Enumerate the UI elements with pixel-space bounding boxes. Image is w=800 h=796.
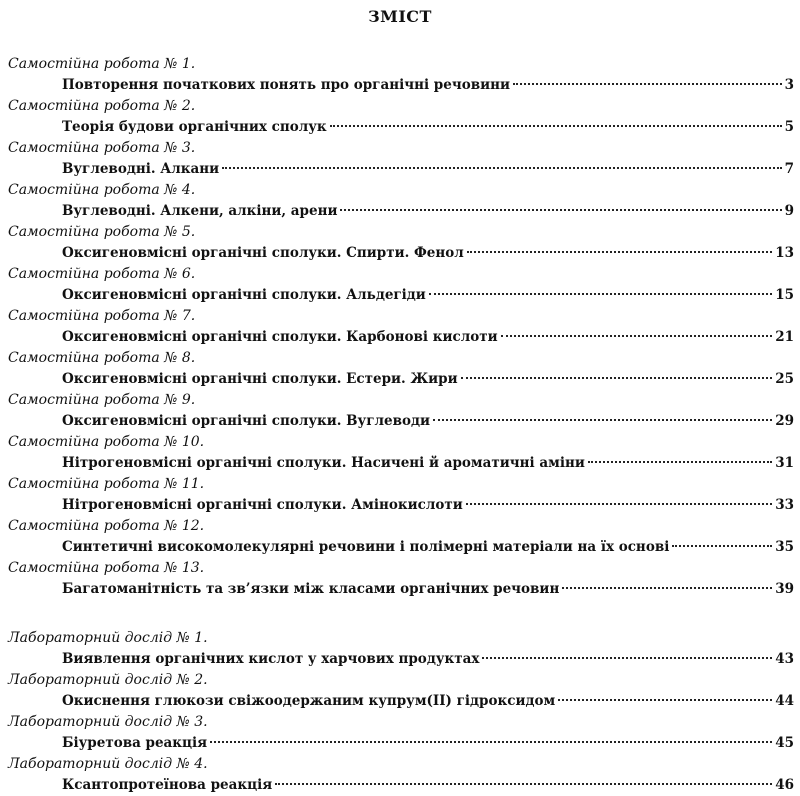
toc-entry-text: Нітрогеновмісні органічні сполуки. Амінокислоти bbox=[62, 497, 463, 513]
toc-entry bbox=[0, 628, 800, 670]
toc-entry-title: Самостійна робота № 11. bbox=[8, 476, 205, 492]
dot-leader bbox=[222, 167, 781, 169]
toc-page-number: 7 bbox=[784, 161, 794, 177]
toc-entry-title: Самостійна робота № 6. bbox=[8, 266, 196, 282]
toc-entry-line[interactable] bbox=[0, 578, 800, 600]
dot-leader bbox=[210, 741, 772, 743]
toc-entry-title: Самостійна робота № 1. bbox=[8, 56, 196, 72]
toc-entry-line[interactable] bbox=[0, 774, 800, 796]
toc-entry-text: Вуглеводні. Алкени, алкіни, арени bbox=[62, 203, 338, 219]
dot-leader bbox=[461, 377, 773, 379]
toc-entry bbox=[0, 348, 800, 390]
toc-entry-title: Лабораторний дослід № 3. bbox=[8, 714, 208, 730]
dot-leader bbox=[562, 587, 772, 589]
toc-entry bbox=[0, 54, 800, 96]
toc-entry-title: Лабораторний дослід № 1. bbox=[8, 630, 208, 646]
dot-leader bbox=[588, 461, 772, 463]
toc-page-number: 29 bbox=[775, 413, 794, 429]
toc-entry bbox=[0, 306, 800, 348]
toc-entry-title: Самостійна робота № 2. bbox=[8, 98, 196, 114]
toc-entry bbox=[0, 222, 800, 264]
toc-entry-line[interactable] bbox=[0, 284, 800, 306]
toc-entry-text: Біуретова реакція bbox=[62, 735, 208, 751]
toc-page-number: 45 bbox=[775, 735, 794, 751]
toc-entry-title: Самостійна робота № 13. bbox=[8, 560, 205, 576]
toc-entry-line[interactable] bbox=[0, 452, 800, 474]
toc-entry-title: Самостійна робота № 10. bbox=[8, 434, 205, 450]
toc-entry bbox=[0, 96, 800, 138]
dot-leader bbox=[340, 209, 781, 211]
dot-leader bbox=[501, 335, 773, 337]
toc-page-number: 9 bbox=[784, 203, 794, 219]
toc-entry bbox=[0, 712, 800, 754]
toc-page-number: 43 bbox=[775, 651, 794, 667]
section-gap bbox=[0, 600, 800, 628]
toc-entry-line[interactable] bbox=[0, 242, 800, 264]
toc-entry-text: Оксигеновмісні органічні сполуки. Вуглеводи bbox=[62, 413, 430, 429]
page-title: ЗМІСТ bbox=[368, 7, 432, 26]
dot-leader bbox=[482, 657, 772, 659]
toc-entry-line[interactable] bbox=[0, 494, 800, 516]
toc-entry-line[interactable] bbox=[0, 368, 800, 390]
toc-section-laboratorni bbox=[0, 628, 800, 796]
toc-entry-line[interactable] bbox=[0, 116, 800, 138]
toc-page-number: 5 bbox=[784, 119, 794, 135]
toc-entry bbox=[0, 670, 800, 712]
toc-entry bbox=[0, 264, 800, 306]
toc-entry-title: Самостійна робота № 12. bbox=[8, 518, 205, 534]
toc-entry-line[interactable] bbox=[0, 158, 800, 180]
dot-leader bbox=[275, 783, 772, 785]
toc-entry-text: Оксигеновмісні органічні сполуки. Альдегіди bbox=[62, 287, 426, 303]
dot-leader bbox=[558, 699, 772, 701]
toc-entry-text: Оксигеновмісні органічні сполуки. Естери. Жири bbox=[62, 371, 458, 387]
toc-entry-title: Самостійна робота № 5. bbox=[8, 224, 196, 240]
toc-entry-text: Синтетичні високомолекулярні речовини і полімерні матеріали на їх основі bbox=[62, 539, 670, 555]
toc-section-samostiini bbox=[0, 54, 800, 600]
dot-leader bbox=[466, 503, 772, 505]
dot-leader bbox=[513, 83, 782, 85]
toc-page-number: 39 bbox=[775, 581, 794, 597]
toc-page-number: 25 bbox=[775, 371, 794, 387]
toc-entry-text: Нітрогеновмісні органічні сполуки. Насичені й ароматичні аміни bbox=[62, 455, 585, 471]
toc-entry bbox=[0, 754, 800, 796]
toc-entry-title: Лабораторний дослід № 4. bbox=[8, 756, 208, 772]
dot-leader bbox=[433, 419, 772, 421]
toc-page-number: 21 bbox=[775, 329, 794, 345]
toc-entry-title: Самостійна робота № 7. bbox=[8, 308, 196, 324]
toc-entry-text: Теорія будови органічних сполук bbox=[62, 119, 327, 135]
toc-entry-title: Лабораторний дослід № 2. bbox=[8, 672, 208, 688]
toc-entry-text: Повторення початкових понять про органічні речовини bbox=[62, 77, 510, 93]
dot-leader bbox=[429, 293, 772, 295]
toc-entry bbox=[0, 516, 800, 558]
toc-entry-line[interactable] bbox=[0, 648, 800, 670]
toc-page-number: 31 bbox=[775, 455, 794, 471]
toc-entry-line[interactable] bbox=[0, 410, 800, 432]
toc-page-number: 13 bbox=[775, 245, 794, 261]
toc-entry-line[interactable] bbox=[0, 74, 800, 96]
toc-page-number: 46 bbox=[775, 777, 794, 793]
toc-page-number: 44 bbox=[775, 693, 794, 709]
toc-entry-title: Самостійна робота № 8. bbox=[8, 350, 196, 366]
toc-page-number: 3 bbox=[784, 77, 794, 93]
toc-entry-title: Самостійна робота № 4. bbox=[8, 182, 196, 198]
toc-entry-text: Вуглеводні. Алкани bbox=[62, 161, 220, 177]
dot-leader bbox=[467, 251, 772, 253]
toc-entry-line[interactable] bbox=[0, 732, 800, 754]
toc-entry-title: Самостійна робота № 9. bbox=[8, 392, 196, 408]
toc-entry-title: Самостійна робота № 3. bbox=[8, 140, 196, 156]
toc-entry-text: Багатоманітність та зв’язки між класами органічних речовин bbox=[62, 581, 560, 597]
dot-leader bbox=[330, 125, 782, 127]
toc-entry bbox=[0, 180, 800, 222]
toc-entry-text: Ксантопротеїнова реакція bbox=[62, 777, 273, 793]
toc-entry-text: Окиснення глюкози свіжоодержаним купрум(II) гідроксидом bbox=[62, 693, 556, 709]
toc-entry bbox=[0, 558, 800, 600]
toc-entry bbox=[0, 474, 800, 516]
dot-leader bbox=[672, 545, 772, 547]
toc-entry-line[interactable] bbox=[0, 200, 800, 222]
toc-entry bbox=[0, 432, 800, 474]
toc-page-number: 35 bbox=[775, 539, 794, 555]
toc-entry bbox=[0, 390, 800, 432]
toc-entry bbox=[0, 138, 800, 180]
toc-page-number: 33 bbox=[775, 497, 794, 513]
toc-entry-line[interactable] bbox=[0, 536, 800, 558]
toc-entry-text: Оксигеновмісні органічні сполуки. Карбонові кислоти bbox=[62, 329, 498, 345]
toc-entry-text: Оксигеновмісні органічні сполуки. Спирти. Фенол bbox=[62, 245, 464, 261]
toc-entry-line[interactable] bbox=[0, 690, 800, 712]
toc-page-number: 15 bbox=[775, 287, 794, 303]
toc-entry-text: Виявлення органічних кислот у харчових продуктах bbox=[62, 651, 480, 667]
toc-entry-line[interactable] bbox=[0, 326, 800, 348]
